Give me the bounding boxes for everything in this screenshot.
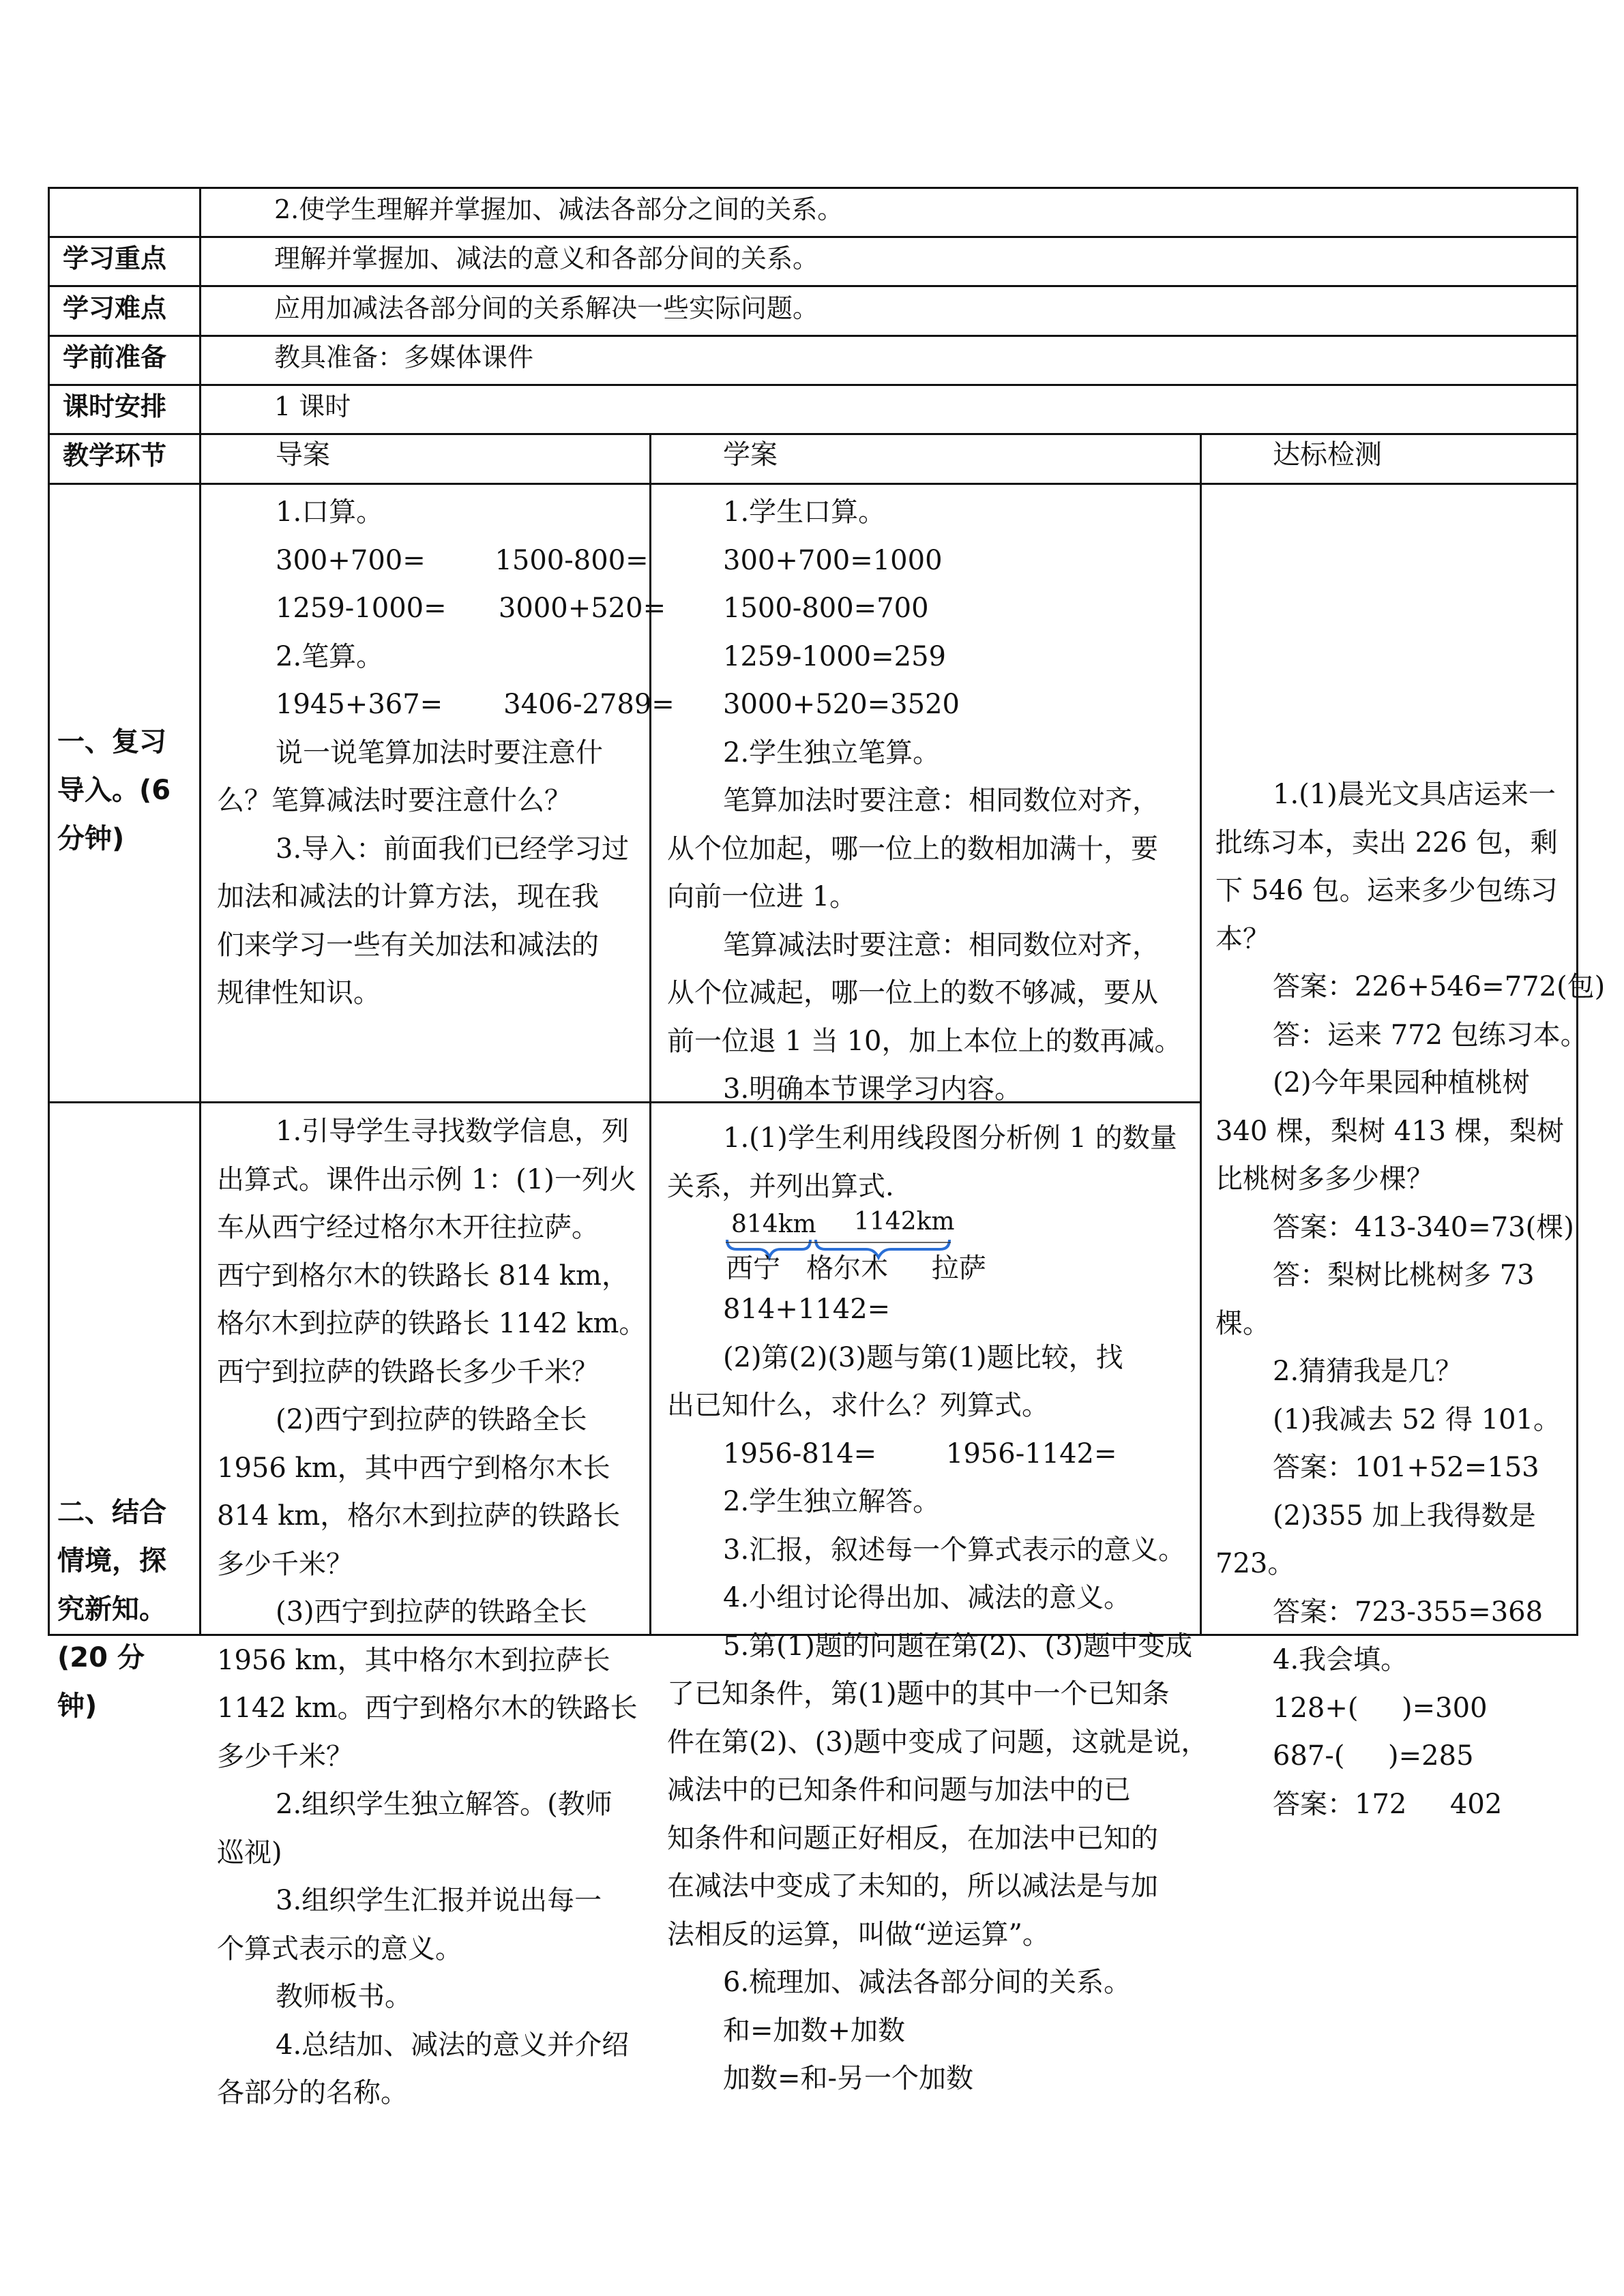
row-divider xyxy=(48,384,1578,386)
study-line: 3.汇报，叙述每一个算式表示的意义。 xyxy=(723,1534,1186,1566)
guide-line: 规律性知识。 xyxy=(217,977,381,1009)
table-border-right xyxy=(1576,187,1578,1636)
study-line: 前一位退 1 当 10，加上本位上的数再减。 xyxy=(667,1025,1182,1057)
study-line: 了已知条件，第(1)题中的其中一个已知条 xyxy=(667,1678,1170,1710)
guide-line: 3.导入：前面我们已经学习过 xyxy=(276,833,630,865)
header-stage: 教学环节 xyxy=(63,441,167,471)
study-line: 关系，并列出算式. xyxy=(667,1170,894,1202)
guide-line: 1956 km，其中格尔木到拉萨长 xyxy=(217,1644,610,1676)
label-column-divider xyxy=(199,187,201,1636)
stage-line: 钟) xyxy=(57,1690,98,1722)
check-line: 答案：413-340=73(棵) xyxy=(1273,1211,1574,1243)
check-line: 批练习本，卖出 226 包，剩 xyxy=(1215,826,1558,859)
schedule-label: 课时安排 xyxy=(63,391,167,421)
study-line: 在减法中变成了未知的，所以减法是与加 xyxy=(667,1870,1158,1902)
check-line: 本？ xyxy=(1215,923,1270,955)
header-check: 达标检测 xyxy=(1273,439,1382,471)
segment-label-right: 1142km xyxy=(854,1208,955,1236)
check-line: 128+( )=300 xyxy=(1273,1692,1488,1724)
guide-line: 个算式表示的意义。 xyxy=(217,1933,462,1965)
section2-guide-text xyxy=(217,1107,647,2117)
study-line: 从个位加起，哪一位上的数相加满十，要 xyxy=(667,833,1158,865)
check-line: (1)我减去 52 得 101。 xyxy=(1273,1403,1561,1435)
study-line: 1.(1)学生利用线段图分析例 1 的数量 xyxy=(723,1122,1177,1154)
key-points-text: 理解并掌握加、减法的意义和各部分间的关系。 xyxy=(274,243,819,273)
section2-study-text xyxy=(667,1285,1209,2103)
check-line: 340 棵，梨树 413 棵，梨树 xyxy=(1215,1115,1564,1147)
study-line: 向前一位进 1。 xyxy=(667,881,857,912)
check-line: (2)今年果园种植桃树 xyxy=(1273,1067,1530,1099)
row-divider xyxy=(48,483,1578,485)
guide-line: 1.口算。 xyxy=(276,496,384,528)
study-line: 1956-814= 1956-1142= xyxy=(723,1437,1117,1470)
check-line: 答案：101+52=153 xyxy=(1273,1452,1539,1483)
study-check-divider xyxy=(1200,433,1202,1636)
section1-stage-label xyxy=(57,718,194,863)
guide-line: 加法和减法的计算方法，现在我 xyxy=(217,881,599,912)
row-divider xyxy=(48,335,1578,337)
guide-line: 1259-1000= 3000+520= xyxy=(276,593,666,624)
header-study: 学案 xyxy=(723,439,778,471)
guide-line: 1142 km。西宁到格尔木的铁路长 xyxy=(217,1693,638,1724)
study-line: 出已知什么，求什么？列算式。 xyxy=(667,1390,1049,1421)
guide-line: 各部分的名称。 xyxy=(217,2077,408,2108)
section1-guide-text xyxy=(217,488,675,1017)
section2-study-intro xyxy=(667,1114,1199,1210)
study-line: (2)第(2)(3)题与第(1)题比较，找 xyxy=(723,1341,1123,1373)
table-border-left xyxy=(48,187,50,1636)
study-line: 法相反的运算，叫做“逆运算”。 xyxy=(667,1918,1050,1950)
study-line: 3.明确本节课学习内容。 xyxy=(723,1073,1022,1105)
study-line: 件在第(2)、(3)题中变成了问题，这就是说， xyxy=(667,1726,1209,1758)
guide-line: 1945+367= 3406-2789= xyxy=(276,689,675,720)
study-line: 笔算减法时要注意：相同数位对齐， xyxy=(723,929,1160,961)
guide-line: 814 km，格尔木到拉萨的铁路长 xyxy=(217,1500,621,1532)
preparation-text: 教具准备：多媒体课件 xyxy=(274,342,534,372)
check-line: 687-( )=285 xyxy=(1273,1740,1474,1772)
objective-2-text: 2.使学生理解并掌握加、减法各部分之间的关系。 xyxy=(274,194,844,224)
stage-line: (20 分 xyxy=(57,1642,145,1673)
section1-study-text xyxy=(667,488,1199,1114)
study-line: 笔算加法时要注意：相同数位对齐， xyxy=(723,785,1160,816)
check-line: 下 546 包。运来多少包练习 xyxy=(1215,875,1558,906)
guide-line: 车从西宁经过格尔木开往拉萨。 xyxy=(217,1212,599,1243)
guide-line: 出算式。课件出示例 1：(1)一列火 xyxy=(217,1163,636,1195)
header-guide: 导案 xyxy=(276,439,330,471)
study-line: 4.小组讨论得出加、减法的意义。 xyxy=(723,1582,1132,1613)
row-divider xyxy=(48,236,1578,238)
schedule-text: 1 课时 xyxy=(274,391,351,421)
check-line: 723。 xyxy=(1215,1548,1295,1579)
row-divider xyxy=(48,433,1578,435)
study-line: 1259-1000=259 xyxy=(723,640,946,672)
study-line: 3000+520=3520 xyxy=(723,689,960,720)
stage-line: 情境，探 xyxy=(57,1545,166,1577)
difficulties-text: 应用加减法各部分间的关系解决一些实际问题。 xyxy=(274,293,819,323)
guide-line: 说一说笔算加法时要注意什 xyxy=(276,736,603,769)
guide-line: 多少千米？ xyxy=(217,1740,353,1772)
section2-stage-label xyxy=(57,1489,194,1731)
stage-line: 二、结合 xyxy=(57,1497,166,1528)
check-line: 答：梨树比桃树多 73 xyxy=(1273,1259,1535,1291)
study-line: 5.第(1)题的问题在第(2)、(3)题中变成 xyxy=(723,1630,1193,1662)
check-line: 1.(1)晨光文具店运来一 xyxy=(1273,779,1556,810)
study-line: 1.学生口算。 xyxy=(723,496,886,528)
guide-line: 3.组织学生汇报并说出每一 xyxy=(276,1885,602,1916)
check-line: (2)355 加上我得数是 xyxy=(1273,1500,1536,1532)
guide-line: 教师板书。 xyxy=(276,1981,412,2012)
preparation-label: 学前准备 xyxy=(63,342,167,372)
check-column-text xyxy=(1215,771,1606,1828)
guide-line: (2)西宁到拉萨的铁路全长 xyxy=(276,1404,587,1435)
check-line: 4.我会填。 xyxy=(1273,1644,1408,1675)
study-line: 和=加数+加数 xyxy=(723,2014,906,2046)
guide-line: (3)西宁到拉萨的铁路全长 xyxy=(276,1596,587,1628)
check-line: 答案：226+546=772(包) xyxy=(1273,971,1606,1002)
check-line: 答案：723-355=368 xyxy=(1273,1596,1544,1628)
guide-line: 300+700= 1500-800= xyxy=(276,544,649,576)
row-divider xyxy=(48,285,1578,287)
guide-line: 2.组织学生独立解答。(教师 xyxy=(276,1789,612,1820)
study-line: 从个位减起，哪一位上的数不够减，要从 xyxy=(667,977,1158,1009)
guide-line: 么？笔算减法时要注意什么？ xyxy=(217,785,572,816)
study-line: 2.学生独立解答。 xyxy=(723,1486,941,1517)
study-line: 减法中的已知条件和问题与加法中的已 xyxy=(667,1774,1131,1806)
key-points-label: 学习重点 xyxy=(63,243,167,273)
table-border-top xyxy=(48,187,1578,189)
guide-line: 1.引导学生寻找数学信息，列 xyxy=(276,1116,630,1147)
study-line: 知条件和问题正好相反，在加法中已知的 xyxy=(667,1822,1158,1854)
segment-city-labels: 西宁 格尔木 拉萨 xyxy=(726,1253,986,1284)
study-line: 300+700=1000 xyxy=(723,544,943,576)
study-line: 1500-800=700 xyxy=(723,593,929,624)
study-line: 加数=和-另一个加数 xyxy=(723,2063,974,2094)
check-line: 答案：172 402 xyxy=(1273,1788,1503,1820)
guide-line: 西宁到拉萨的铁路长多少千米？ xyxy=(217,1356,599,1388)
stage-line: 导入。(6 xyxy=(57,775,171,806)
guide-line: 格尔木到拉萨的铁路长 1142 km。 xyxy=(217,1308,647,1339)
check-line: 2.猜猜我是几？ xyxy=(1273,1356,1463,1387)
check-line: 答：运来 772 包练习本。 xyxy=(1273,1019,1588,1051)
check-line: 比桃树多多少棵？ xyxy=(1215,1163,1434,1195)
guide-line: 4.总结加、减法的意义并介绍 xyxy=(276,2029,630,2061)
guide-line: 2.笔算。 xyxy=(276,640,384,672)
guide-line: 西宁到格尔木的铁路长 814 km， xyxy=(217,1259,629,1292)
stage-line: 究新知。 xyxy=(57,1594,166,1625)
check-line: 棵。 xyxy=(1215,1307,1270,1339)
guide-line: 1956 km，其中西宁到格尔木长 xyxy=(217,1452,610,1484)
difficulties-label: 学习难点 xyxy=(63,293,167,323)
study-line: 2.学生独立笔算。 xyxy=(723,736,941,769)
guide-line: 们来学习一些有关加法和减法的 xyxy=(217,929,599,961)
segment-label-left: 814km xyxy=(731,1210,816,1238)
study-line: 6.梳理加、减法各部分间的关系。 xyxy=(723,1967,1132,1998)
stage-line: 分钟) xyxy=(57,823,125,854)
study-line: 814+1142= xyxy=(723,1294,891,1325)
guide-line: 巡视) xyxy=(217,1836,282,1868)
stage-line: 一、复习 xyxy=(57,726,166,758)
guide-line: 多少千米？ xyxy=(217,1548,353,1580)
